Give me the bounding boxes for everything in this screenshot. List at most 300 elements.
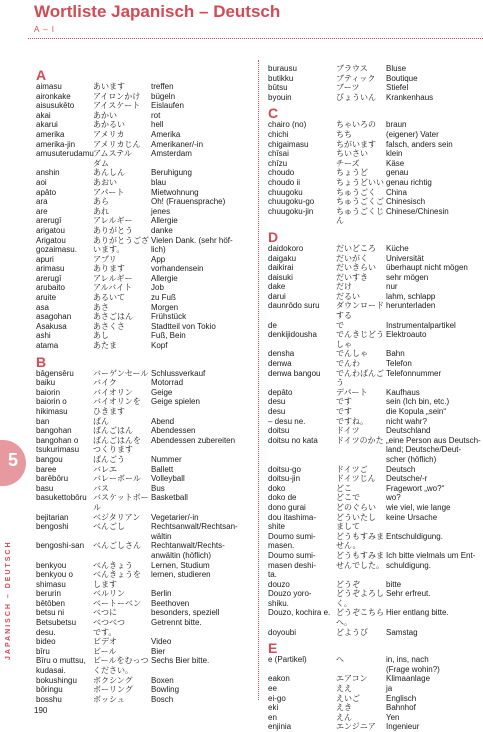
entry-german: lernen, studieren (151, 570, 211, 580)
section-letter: E (268, 640, 278, 657)
entry-kana: ブラウス (336, 64, 368, 73)
entry-german: Video (151, 637, 172, 647)
entry-kana: あたま (93, 341, 117, 351)
entry-romaji: ee (268, 684, 277, 694)
entry-kana: アメリカ (93, 129, 125, 139)
vocab-entry (268, 580, 482, 590)
entry-german: sehr mögen (386, 272, 429, 282)
vocab-entry (36, 341, 256, 351)
entry-romaji: asagohan (36, 312, 72, 322)
vocab-entry (36, 685, 256, 695)
vocab-entry (268, 188, 482, 198)
entry-german: die Kopula „sein“ (386, 407, 447, 416)
entry-german: Volleyball (151, 474, 185, 484)
entry-romaji: apuri (36, 254, 54, 264)
vocab-entry (36, 120, 256, 130)
vocab-entry (268, 74, 482, 84)
entry-kana: です (336, 407, 352, 416)
vocab-entry (268, 254, 482, 264)
vocab-entry (268, 608, 482, 627)
entry-romaji: Bīru o muttsu, kudasai. (36, 656, 86, 676)
entry-kana: エンジニア (336, 722, 376, 732)
entry-german: Deutsch (386, 464, 416, 474)
entry-romaji: doko de (268, 493, 297, 503)
entry-kana: ボッシュ (93, 694, 125, 704)
entry-kana: アムステル ダム (93, 149, 132, 168)
entry-german: Job (151, 283, 164, 293)
entry-romaji: daunrōdo suru (268, 301, 320, 311)
entry-kana: ちゃいろの (336, 120, 376, 130)
vocab-entry (36, 608, 256, 618)
entry-romaji: de (268, 320, 277, 330)
entry-german: Lernen, Studium (151, 560, 210, 570)
entry-romaji: amusuterudamu (36, 149, 94, 159)
vocab-entry (268, 159, 482, 169)
entry-romaji: aruite (36, 293, 57, 303)
entry-german: Bahn (386, 349, 405, 359)
entry-german: Kaufhaus (386, 387, 420, 397)
entry-german: genau richtig (386, 177, 432, 187)
entry-kana: べつべつ です。 (93, 618, 125, 637)
entry-kana: ドイツじん (336, 474, 376, 484)
vocab-entry (268, 207, 482, 226)
entry-german: Universität (386, 253, 424, 263)
entry-romaji: e (Partikel) (268, 655, 307, 665)
vocab-entry (268, 551, 482, 580)
entry-german: „eine Person aus Deutsch- land; Deutsche/Deut- scher (höflich) (386, 435, 481, 464)
entry-kana: ビールをむっつ ください。 (93, 656, 149, 676)
entry-german: Motorrad (151, 378, 184, 388)
section-letter: C (268, 105, 279, 122)
entry-german: Yen (386, 712, 400, 722)
entry-kana: あかい (93, 110, 117, 120)
entry-german: Stadtteil von Tokio (151, 321, 216, 331)
entry-kana: だいすき (336, 272, 368, 282)
entry-german: Berlin (151, 589, 172, 599)
entry-kana: ビデオ (93, 637, 117, 647)
vocab-entry (36, 322, 256, 332)
entry-german: zu Fuß (151, 293, 176, 303)
entry-romaji: aironkake (36, 91, 71, 101)
entry-romaji: bosshu (36, 694, 62, 704)
entry-romaji: aisusukēto (36, 101, 75, 111)
entry-kana: ドイツ (336, 426, 360, 436)
entry-kana: あんしん (93, 168, 125, 178)
vocab-entry (268, 64, 482, 74)
entry-kana: あいます (93, 82, 125, 91)
entry-kana: あかるい (93, 120, 125, 130)
entry-german: Bier (151, 646, 166, 656)
entry-romaji: doyoubi (268, 627, 297, 637)
entry-german: Klimaanlage (386, 674, 431, 684)
entry-german: Samstag (386, 627, 418, 637)
entry-romaji: baiorin (36, 387, 61, 397)
vocab-entry (268, 244, 482, 254)
vocab-entry (36, 130, 256, 140)
entry-romaji: baiku (36, 378, 56, 388)
entry-german: bitte (386, 579, 402, 589)
entry-german: Deutsche/-r (386, 474, 428, 484)
vocab-entry (268, 484, 482, 494)
entry-kana: でんわばんごう (336, 368, 384, 388)
entry-kana: バイク (93, 378, 117, 388)
vocab-entry (36, 397, 256, 416)
vocab-entry (36, 264, 256, 274)
entry-kana: どうぞよろしく。 (336, 589, 384, 608)
entry-german: Telefonnummer (386, 368, 442, 378)
entry-romaji: byouin (268, 92, 292, 102)
entry-kana: ちいさい (336, 149, 368, 159)
entry-kana: あおい (93, 177, 117, 187)
entry-kana: べんごし (93, 522, 125, 532)
entry-kana: アパート (93, 187, 125, 197)
entry-kana: ボクシング (93, 675, 133, 685)
entry-romaji: chuugoku-jin (268, 206, 314, 216)
entry-kana: だいがく (336, 253, 368, 263)
entry-german: Instrumentalpartikel (386, 320, 456, 330)
entry-german: sein (Ich bin, etc.) (386, 397, 450, 407)
entry-romaji: akai (36, 110, 51, 120)
vocab-entry (36, 656, 256, 675)
entry-romaji: bangou (36, 454, 63, 464)
entry-kana: だけ (336, 282, 352, 292)
entry-german: Eislaufen (151, 101, 184, 111)
chapter-number: 5 (8, 450, 19, 470)
entry-kana: べんごしさん (93, 541, 141, 551)
vocab-entry (268, 694, 482, 704)
entry-romaji: arigatou (36, 225, 65, 235)
entry-kana: ありがとうござ います。 (93, 235, 149, 255)
entry-kana: どこで (336, 493, 360, 503)
entry-german: überhaupt nicht mögen (386, 263, 468, 273)
entry-german: Kopf (151, 341, 168, 351)
entry-german: Morgen (151, 302, 179, 312)
entry-romaji: doitsu-go (268, 464, 301, 474)
vocab-entry (36, 589, 256, 599)
entry-kana: バレーボール (93, 474, 141, 484)
entry-romaji: asa (36, 302, 49, 312)
entry-kana: ばんごはん (93, 426, 133, 436)
entry-german: Geige (151, 387, 173, 397)
vocab-entry (268, 674, 482, 684)
entry-german: Beethoven (151, 598, 190, 608)
entry-kana: どのぐらい (336, 502, 376, 512)
entry-german: Sehr erfreut. (386, 589, 431, 599)
entry-kana: ええ (336, 684, 352, 694)
entry-romaji: amerika-jin (36, 139, 76, 149)
entry-romaji: bengoshi (36, 522, 69, 532)
vocab-entry (36, 236, 256, 255)
entry-romaji: chuugoku-go (268, 197, 315, 207)
entry-romaji: butikku (268, 73, 294, 83)
vocab-entry (268, 684, 482, 694)
vocab-entry (268, 417, 482, 427)
entry-kana: ですね。 (336, 416, 368, 426)
entry-kana: でんしゃ (336, 349, 368, 359)
entry-romaji: are (36, 206, 48, 216)
vocab-entry (36, 283, 256, 293)
entry-romaji: desu (268, 407, 286, 416)
page-number: 190 (34, 706, 48, 715)
entry-romaji: arerugī (36, 216, 62, 226)
vocab-entry (36, 331, 256, 341)
entry-german: Boutique (386, 73, 418, 83)
vocab-entry (268, 149, 482, 159)
vocab-entry (268, 493, 482, 503)
entry-kana: ブーツ (336, 83, 360, 93)
vocab-entry (268, 93, 482, 103)
entry-german: Chinese/Chinesin (386, 206, 449, 216)
vocab-entry (36, 618, 256, 637)
entry-romaji: chichi (268, 129, 289, 139)
entry-romaji: aoi (36, 177, 47, 187)
entry-romaji: Douzo yoro- shiku. (268, 589, 312, 608)
entry-kana: あれ (93, 206, 109, 216)
entry-romaji: denwa (268, 359, 292, 369)
vocab-entry (268, 197, 482, 207)
vocab-entry (36, 522, 256, 541)
vocab-entry (36, 369, 256, 379)
vocab-entry (36, 417, 256, 427)
entry-kana: バス (93, 483, 109, 493)
vocab-entry (36, 303, 256, 313)
entry-german: Allergie (151, 273, 178, 283)
entry-romaji: bideo (36, 637, 56, 647)
vocab-entry (268, 474, 482, 484)
entry-romaji: baiorin o hikimasu (36, 397, 68, 416)
entry-kana: バスケットボール (93, 493, 149, 512)
vocab-entry (268, 273, 482, 283)
vocab-entry (36, 493, 256, 512)
entry-german: Schlussverkauf (151, 368, 206, 378)
entry-romaji: depāto (268, 387, 293, 397)
vocab-entry (268, 513, 482, 532)
vocab-entry (36, 455, 256, 465)
entry-romaji: eakon (268, 674, 290, 684)
entry-romaji: chigaimasu (268, 139, 309, 149)
entry-romaji: arimasu (36, 264, 65, 274)
entry-romaji: aimasu (36, 82, 62, 91)
entry-kana: ベートーベン (93, 598, 141, 608)
vocab-entry (36, 149, 256, 168)
entry-romaji: denkijidousha (268, 330, 317, 340)
entry-german: besonders, speziell (151, 608, 220, 618)
entry-german: braun (386, 120, 407, 130)
vocab-entry (268, 722, 482, 732)
entry-kana: アメリカじん (93, 139, 141, 149)
entry-german: falsch, anders sein (386, 139, 453, 149)
entry-romaji: dono gurai (268, 502, 306, 512)
entry-kana: ちゅうごく (336, 187, 376, 197)
entry-german: klein (386, 149, 403, 159)
entry-romaji: anshin (36, 168, 60, 178)
vocab-entry (36, 426, 256, 436)
vocab-entry (268, 465, 482, 475)
entry-german: Bus (151, 483, 165, 493)
entry-romaji: betsu ni (36, 608, 65, 618)
entry-kana: えん (336, 712, 352, 722)
entry-german: Telefon (386, 359, 412, 369)
vocab-entry (36, 388, 256, 398)
entry-german: Getrennt bitte. (151, 618, 202, 628)
entry-kana: あし (93, 331, 109, 341)
entry-german: bügeln (151, 91, 176, 101)
entry-kana: ばんごはんを つくります (93, 435, 141, 455)
entry-german: Bluse (386, 64, 407, 73)
entry-kana: どうもすみま せんでした。 (336, 550, 384, 570)
entry-kana: バレエ (93, 464, 117, 474)
chapter-tab (0, 440, 26, 504)
entry-romaji: choudo ii (268, 177, 301, 187)
entry-german: Krankenhaus (386, 92, 434, 102)
entry-german: wo? (386, 493, 401, 503)
entry-german: Abend (151, 416, 175, 426)
vocab-entry (268, 589, 482, 608)
entry-kana: ちがいます (336, 139, 376, 149)
entry-romaji: Doumo sumi- masen. (268, 531, 316, 551)
entry-german: Amsterdam (151, 149, 192, 159)
vocab-entry (36, 695, 256, 705)
entry-kana: あるいて (93, 293, 125, 303)
entry-kana: どこ (336, 483, 352, 493)
vocab-entry (268, 330, 482, 349)
entry-german: Bahnhof (386, 703, 416, 713)
vocab-entry (268, 292, 482, 302)
entry-kana: べつに (93, 608, 117, 618)
vocab-entry (36, 484, 256, 494)
entry-german: herunterladen (386, 301, 436, 311)
right-column (268, 64, 482, 732)
column-divider (258, 60, 259, 700)
vocab-entry (36, 101, 256, 111)
vocab-entry (268, 397, 482, 407)
entry-romaji: ban (36, 416, 50, 426)
entry-german: China (386, 187, 407, 197)
entry-german: Mietwohnung (151, 187, 199, 197)
entry-romaji: chuugoku (268, 187, 303, 197)
entry-german: Allergie (151, 216, 178, 226)
entry-german: Küche (386, 243, 409, 253)
entry-romaji: chairo (no) (268, 120, 307, 130)
left-column (36, 64, 256, 704)
entry-german: wie viel, wie lange (386, 502, 451, 512)
vocab-entry (268, 130, 482, 140)
entry-german: Oh! (Frauensprache) (151, 197, 226, 207)
entry-romaji: Doumo sumi- masen deshi- ta. (268, 550, 317, 580)
vocab-entry (268, 388, 482, 398)
entry-romaji: baree (36, 464, 57, 474)
entry-romaji: ashi (36, 331, 51, 341)
entry-kana: あさごはん (93, 312, 133, 322)
entry-german: Abendessen zubereiten (151, 435, 236, 445)
vocab-entry (36, 82, 256, 92)
entry-kana: バイオリンを ひきます (93, 397, 141, 416)
vocab-entry (36, 255, 256, 265)
chapter-label (5, 510, 19, 660)
entry-german: Hier entlang bitte. (386, 608, 449, 618)
entry-german: nicht wahr? (386, 416, 427, 426)
vocab-entry (268, 532, 482, 551)
vocab-entry (36, 465, 256, 475)
entry-romaji: bokushingu (36, 675, 77, 685)
entry-german: Amerika (151, 129, 181, 139)
vocab-entry (268, 178, 482, 188)
vocab-entry (268, 168, 482, 178)
entry-german: Entschuldigung. (386, 531, 443, 541)
vocab-entry (268, 83, 482, 93)
vocab-entry (268, 359, 482, 369)
entry-romaji: Douzo, kochira e. (268, 608, 331, 618)
entry-romaji: arubaito (36, 283, 65, 293)
entry-german: Käse (386, 158, 405, 168)
entry-german: rot (151, 110, 161, 120)
entry-german: Sechs Bier bitte. (151, 656, 210, 666)
vocab-entry (36, 293, 256, 303)
vocab-entry (36, 570, 256, 589)
entry-german: keine Ursache (386, 512, 438, 522)
entry-kana: で (336, 320, 344, 330)
entry-german: Abendessen (151, 426, 196, 436)
entry-german: Englisch (386, 693, 417, 703)
vocab-entry (268, 655, 482, 674)
entry-kana: でんわ (336, 359, 360, 369)
entry-kana: ちち (336, 129, 352, 139)
letter-range: A – I (34, 25, 56, 34)
entry-kana: エアコン (336, 674, 368, 684)
vocab-entry (36, 168, 256, 178)
vocab-entry (36, 541, 256, 560)
entry-romaji: darui (268, 291, 286, 301)
vocab-entry (36, 207, 256, 217)
vocab-entry (36, 637, 256, 647)
vocab-entry (36, 226, 256, 236)
entry-romaji: ei-go (268, 693, 286, 703)
entry-german: Vielen Dank. (sehr höf- lich) (151, 235, 233, 255)
chapter-label-text: JAPANISCH – DEUTSCH (5, 540, 12, 660)
vocab-entry (268, 301, 482, 320)
entry-kana: あさくさ (93, 321, 125, 331)
vocab-entry (36, 436, 256, 455)
entry-german: jenes (151, 206, 171, 216)
entry-kana: ボーリング (93, 685, 133, 695)
entry-kana: ブティック (336, 73, 376, 83)
entry-romaji: burausu (268, 64, 297, 73)
entry-romaji: doitsu (268, 426, 290, 436)
entry-kana: アレルギー (93, 273, 133, 283)
entry-romaji: bōringu (36, 685, 63, 695)
entry-romaji: daigaku (268, 253, 297, 263)
entry-romaji: doitsu no kata (268, 435, 318, 445)
entry-german: lahm, schlapp (386, 291, 436, 301)
entry-kana: バイオリン (93, 387, 133, 397)
entry-romaji: daisuki (268, 272, 293, 282)
entry-kana: べんきょう (93, 560, 133, 570)
entry-german: Elektroauto (386, 330, 427, 340)
entry-german: nur (386, 282, 398, 292)
entry-kana: ちょうどいい (336, 177, 384, 187)
vocab-entry (268, 426, 482, 436)
header-rule (28, 38, 483, 39)
entry-romaji: bangohan (36, 426, 72, 436)
vocab-entry (36, 216, 256, 226)
entry-german: Ballett (151, 464, 174, 474)
entry-kana: えき (336, 703, 352, 713)
entry-romaji: enjinia (268, 722, 292, 732)
entry-kana: びょういん (336, 92, 376, 102)
entry-german: Basketball (151, 493, 188, 503)
entry-kana: ちょうど (336, 168, 368, 178)
entry-romaji: berurin (36, 589, 61, 599)
